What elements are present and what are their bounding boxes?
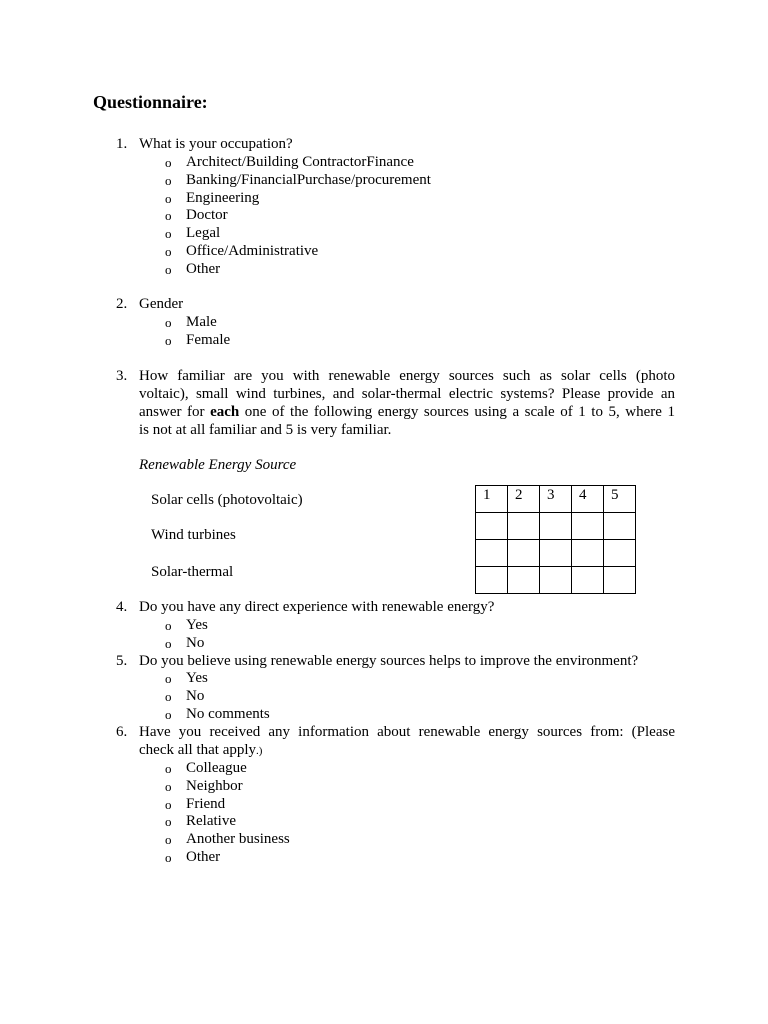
radio-bullet[interactable]: o	[165, 226, 172, 242]
q3-text-line: How familiar are you with renewable energy sources such as solar cells (photo	[139, 368, 675, 384]
scale-row-wind-turbines	[476, 540, 636, 567]
radio-bullet[interactable]: o	[165, 332, 172, 348]
option-label: Another business	[186, 831, 290, 848]
q2-number: 2.	[116, 296, 128, 312]
scale-header-cell: 5	[604, 486, 636, 513]
radio-bullet[interactable]: o	[165, 618, 172, 633]
q4-number: 4.	[116, 599, 128, 615]
option-label: Relative	[186, 813, 236, 830]
option-label: No	[186, 687, 205, 704]
q1-number: 1.	[116, 136, 128, 152]
option-label: Legal	[186, 225, 221, 242]
scale-answer-cell[interactable]	[476, 540, 508, 567]
option-label: Other	[186, 849, 221, 865]
q2-text: Gender	[139, 296, 184, 312]
q6-text-segment: check all that apply	[139, 742, 257, 758]
radio-bullet[interactable]: o	[165, 671, 172, 686]
q4-text: Do you have any direct experience with renewable energy?	[139, 599, 495, 615]
option-label: Yes	[186, 617, 208, 633]
radio-bullet[interactable]: o	[165, 635, 172, 651]
radio-bullet[interactable]: o	[165, 832, 172, 848]
option-label: Banking/FinancialPurchase/procurement	[186, 171, 431, 188]
option-label: Friend	[186, 795, 226, 812]
source-label: Wind turbines	[151, 527, 236, 543]
option-label: Female	[186, 331, 231, 348]
scale-header-cell: 3	[540, 486, 572, 513]
option-label: Colleague	[186, 760, 247, 776]
q6-text-tail: .)	[256, 745, 263, 757]
option-label: Male	[186, 314, 217, 330]
option-label: Office/Administrative	[186, 243, 319, 259]
scale-row-solar-thermal	[476, 567, 636, 594]
source-label: Solar cells (photovoltaic)	[151, 492, 303, 508]
scale-answer-cell[interactable]	[540, 513, 572, 540]
radio-bullet[interactable]: o	[165, 315, 172, 330]
scale-answer-cell[interactable]	[508, 540, 540, 567]
radio-bullet[interactable]: o	[165, 172, 172, 188]
scale-header-cell: 4	[572, 486, 604, 513]
scale-answer-cell[interactable]	[476, 513, 508, 540]
scale-answer-cell[interactable]	[540, 540, 572, 567]
q3-emphasis: each	[210, 404, 240, 420]
option-label: Engineering	[186, 189, 260, 206]
scale-answer-cell[interactable]	[604, 567, 636, 594]
scale-answer-cell[interactable]	[572, 513, 604, 540]
q6-text-line	[139, 741, 262, 760]
option-label: Yes	[186, 670, 208, 686]
radio-bullet[interactable]: o	[165, 814, 172, 830]
option-label: Other	[186, 260, 221, 277]
q5-number: 5.	[116, 653, 128, 669]
q6-text-line: Have you received any information about renewable energy sources from: (Please	[139, 724, 675, 740]
q3-text-line: is not at all familiar and 5 is very familiar.	[139, 422, 392, 438]
page-title: Questionnaire:	[93, 92, 208, 112]
scale-header-cell: 1	[476, 486, 508, 513]
q5-text: Do you believe using renewable energy sources helps to improve the environment?	[139, 653, 639, 669]
q3-text-line: voltaic), small wind turbines, and solar-thermal electric systems? Please provide an	[139, 386, 675, 402]
option-label: No comments	[186, 705, 270, 722]
option-label: Architect/Building ContractorFinance	[186, 154, 414, 170]
radio-bullet[interactable]: o	[165, 244, 172, 259]
familiarity-scale-table	[475, 485, 636, 594]
radio-bullet[interactable]: o	[165, 261, 172, 277]
radio-bullet[interactable]: o	[165, 208, 172, 224]
scale-answer-cell[interactable]	[540, 567, 572, 594]
option-label: No	[186, 634, 205, 651]
q6-number: 6.	[116, 724, 128, 740]
radio-bullet[interactable]: o	[165, 761, 172, 776]
radio-bullet[interactable]: o	[165, 155, 172, 170]
scale-header-cell: 2	[508, 486, 540, 513]
q3-text-line	[139, 403, 675, 421]
source-label: Solar-thermal	[151, 564, 234, 580]
radio-bullet[interactable]: o	[165, 706, 172, 722]
radio-bullet[interactable]: o	[165, 850, 172, 865]
scale-header-row	[476, 486, 636, 513]
option-label: Doctor	[186, 207, 228, 224]
source-heading: Renewable Energy Source	[139, 457, 297, 473]
q3-number: 3.	[116, 368, 128, 384]
scale-answer-cell[interactable]	[508, 513, 540, 540]
q1-text: What is your occupation?	[139, 136, 293, 152]
radio-bullet[interactable]: o	[165, 190, 172, 206]
scale-answer-cell[interactable]	[508, 567, 540, 594]
radio-bullet[interactable]: o	[165, 796, 172, 812]
option-label: Neighbor	[186, 777, 243, 794]
q3-text-segment: one of the following energy sources using a scale of 1 to 5, where 1	[239, 404, 675, 420]
scale-answer-cell[interactable]	[476, 567, 508, 594]
q3-text-segment: answer for	[139, 404, 211, 420]
radio-bullet[interactable]: o	[165, 688, 172, 704]
scale-answer-cell[interactable]	[604, 540, 636, 567]
scale-answer-cell[interactable]	[572, 540, 604, 567]
scale-answer-cell[interactable]	[604, 513, 636, 540]
scale-row-solar-cells	[476, 513, 636, 540]
radio-bullet[interactable]: o	[165, 778, 172, 794]
scale-answer-cell[interactable]	[572, 567, 604, 594]
